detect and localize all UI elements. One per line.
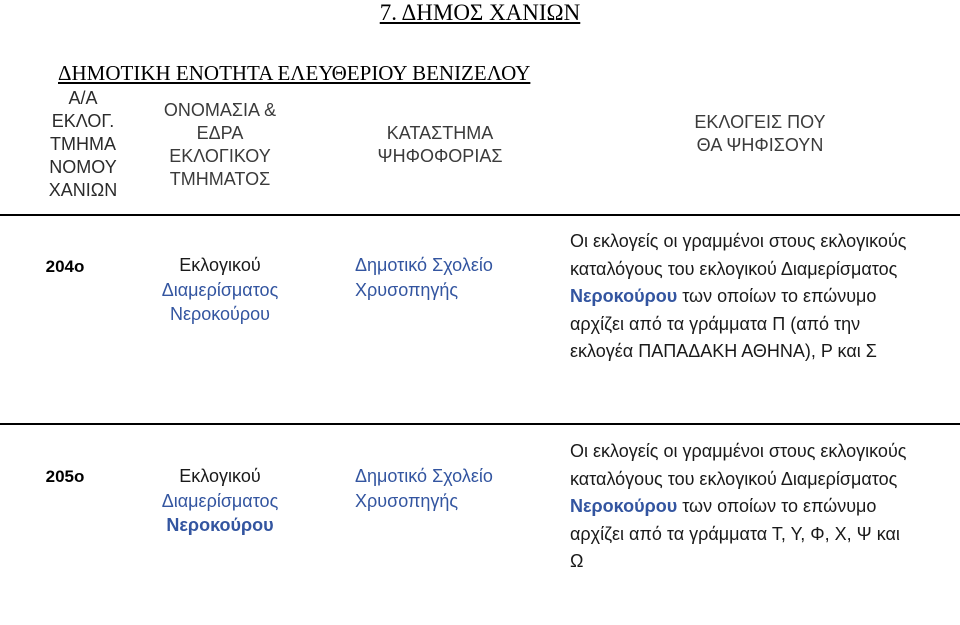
row-voters-text: των οποίων το επώνυμο [677,286,877,306]
row-voters-line: εκλογέα ΠΑΠΑΔΑΚΗ ΑΘΗΝΑ), Ρ και Σ [570,341,877,361]
header-col-name [130,99,310,191]
header-col-name-line: ΤΜΗΜΑΤΟΣ [169,169,271,189]
row-name [130,253,310,327]
header-col-polling-station-line: ΚΑΤΑΣΤΗΜΑ [386,123,494,143]
table-divider [0,423,960,425]
header-col-name-line: ΕΔΡΑ [196,123,244,143]
header-col-number [28,87,138,202]
table-divider [0,214,960,216]
header-col-number-line: ΧΑΝΙΩΝ [48,180,118,200]
row-voters-text: καταλόγους του εκλογικού Διαμερίσματος [570,468,898,489]
row-polling-station [355,253,555,302]
header-col-voters-line: ΘΑ ΨΗΦΙΣΟΥΝ [696,135,824,155]
row-voters-line [570,493,950,521]
header-col-polling-station [340,122,540,168]
row-name [130,464,310,538]
row-voters-line: Ω [570,551,584,571]
page-title: 7. ΔΗΜΟΣ ΧΑΝΙΩΝ [379,0,581,25]
row-voters-line: Οι εκλογείς οι γραμμένοι στους εκλογικούς [570,231,907,251]
row-name-line: Εκλογικού [179,466,261,486]
row-polling-station-line: Χρυσοπηγής [355,279,459,300]
row-number: 204ο [45,257,85,276]
row-polling-station-line: Δημοτικό Σχολείο [355,466,493,486]
row-name-line: Διαμερίσματος [161,490,279,511]
row-voters-text: των οποίων το επώνυμο [677,496,877,516]
row-polling-station-line: Χρυσοπηγής [355,490,459,511]
row-name-line: Εκλογικού [179,255,261,275]
header-col-voters-line: ΕΚΛΟΓΕΙΣ ΠΟΥ [694,112,826,132]
header-col-voters [570,111,950,157]
row-voters-district: Νεροκούρου [570,496,678,516]
header-col-number-line: ΤΜΗΜΑ [50,134,116,154]
row-voters [570,438,950,576]
row-voters-line: Οι εκλογείς οι γραμμένοι στους εκλογικούς [570,441,907,461]
row-polling-station-line: Δημοτικό Σχολείο [355,255,493,275]
row-voters-line [570,466,950,494]
municipal-unit-subtitle: ΔΗΜΟΤΙΚΗ ΕΝΟΤΗΤΑ ΕΛΕΥΘΕΡΙΟΥ ΒΕΝΙΖΕΛΟΥ [58,61,531,85]
row-voters-line [570,256,950,284]
row-name-line: Διαμερίσματος [161,279,279,300]
header-col-number-line: ΝΟΜΟΥ [49,157,117,177]
row-voters-line: αρχίζει από τα γράμματα Π (από την [570,313,861,334]
row-voters-line [570,283,950,311]
row-name-line: Νεροκούρου [169,304,270,324]
header-col-name-line: ΕΚΛΟΓΙΚΟΥ [169,146,271,166]
header-col-polling-station-line: ΨΗΦΟΦΟΡΙΑΣ [377,146,503,166]
row-polling-station [355,464,555,513]
row-voters [570,228,950,366]
row-voters-text: καταλόγους του εκλογικού Διαμερίσματος [570,258,898,279]
header-col-name-line: ΟΝΟΜΑΣΙΑ & [163,100,277,120]
header-col-number-line: Α/Α [68,88,98,108]
row-number: 205ο [45,467,85,486]
row-voters-line: αρχίζει από τα γράμματα Τ, Υ, Φ, Χ, Ψ και [570,523,900,544]
row-voters-district: Νεροκούρου [570,286,678,306]
row-name-line: Νεροκούρου [166,515,274,535]
header-col-number-line: ΕΚΛΟΓ. [51,111,115,131]
